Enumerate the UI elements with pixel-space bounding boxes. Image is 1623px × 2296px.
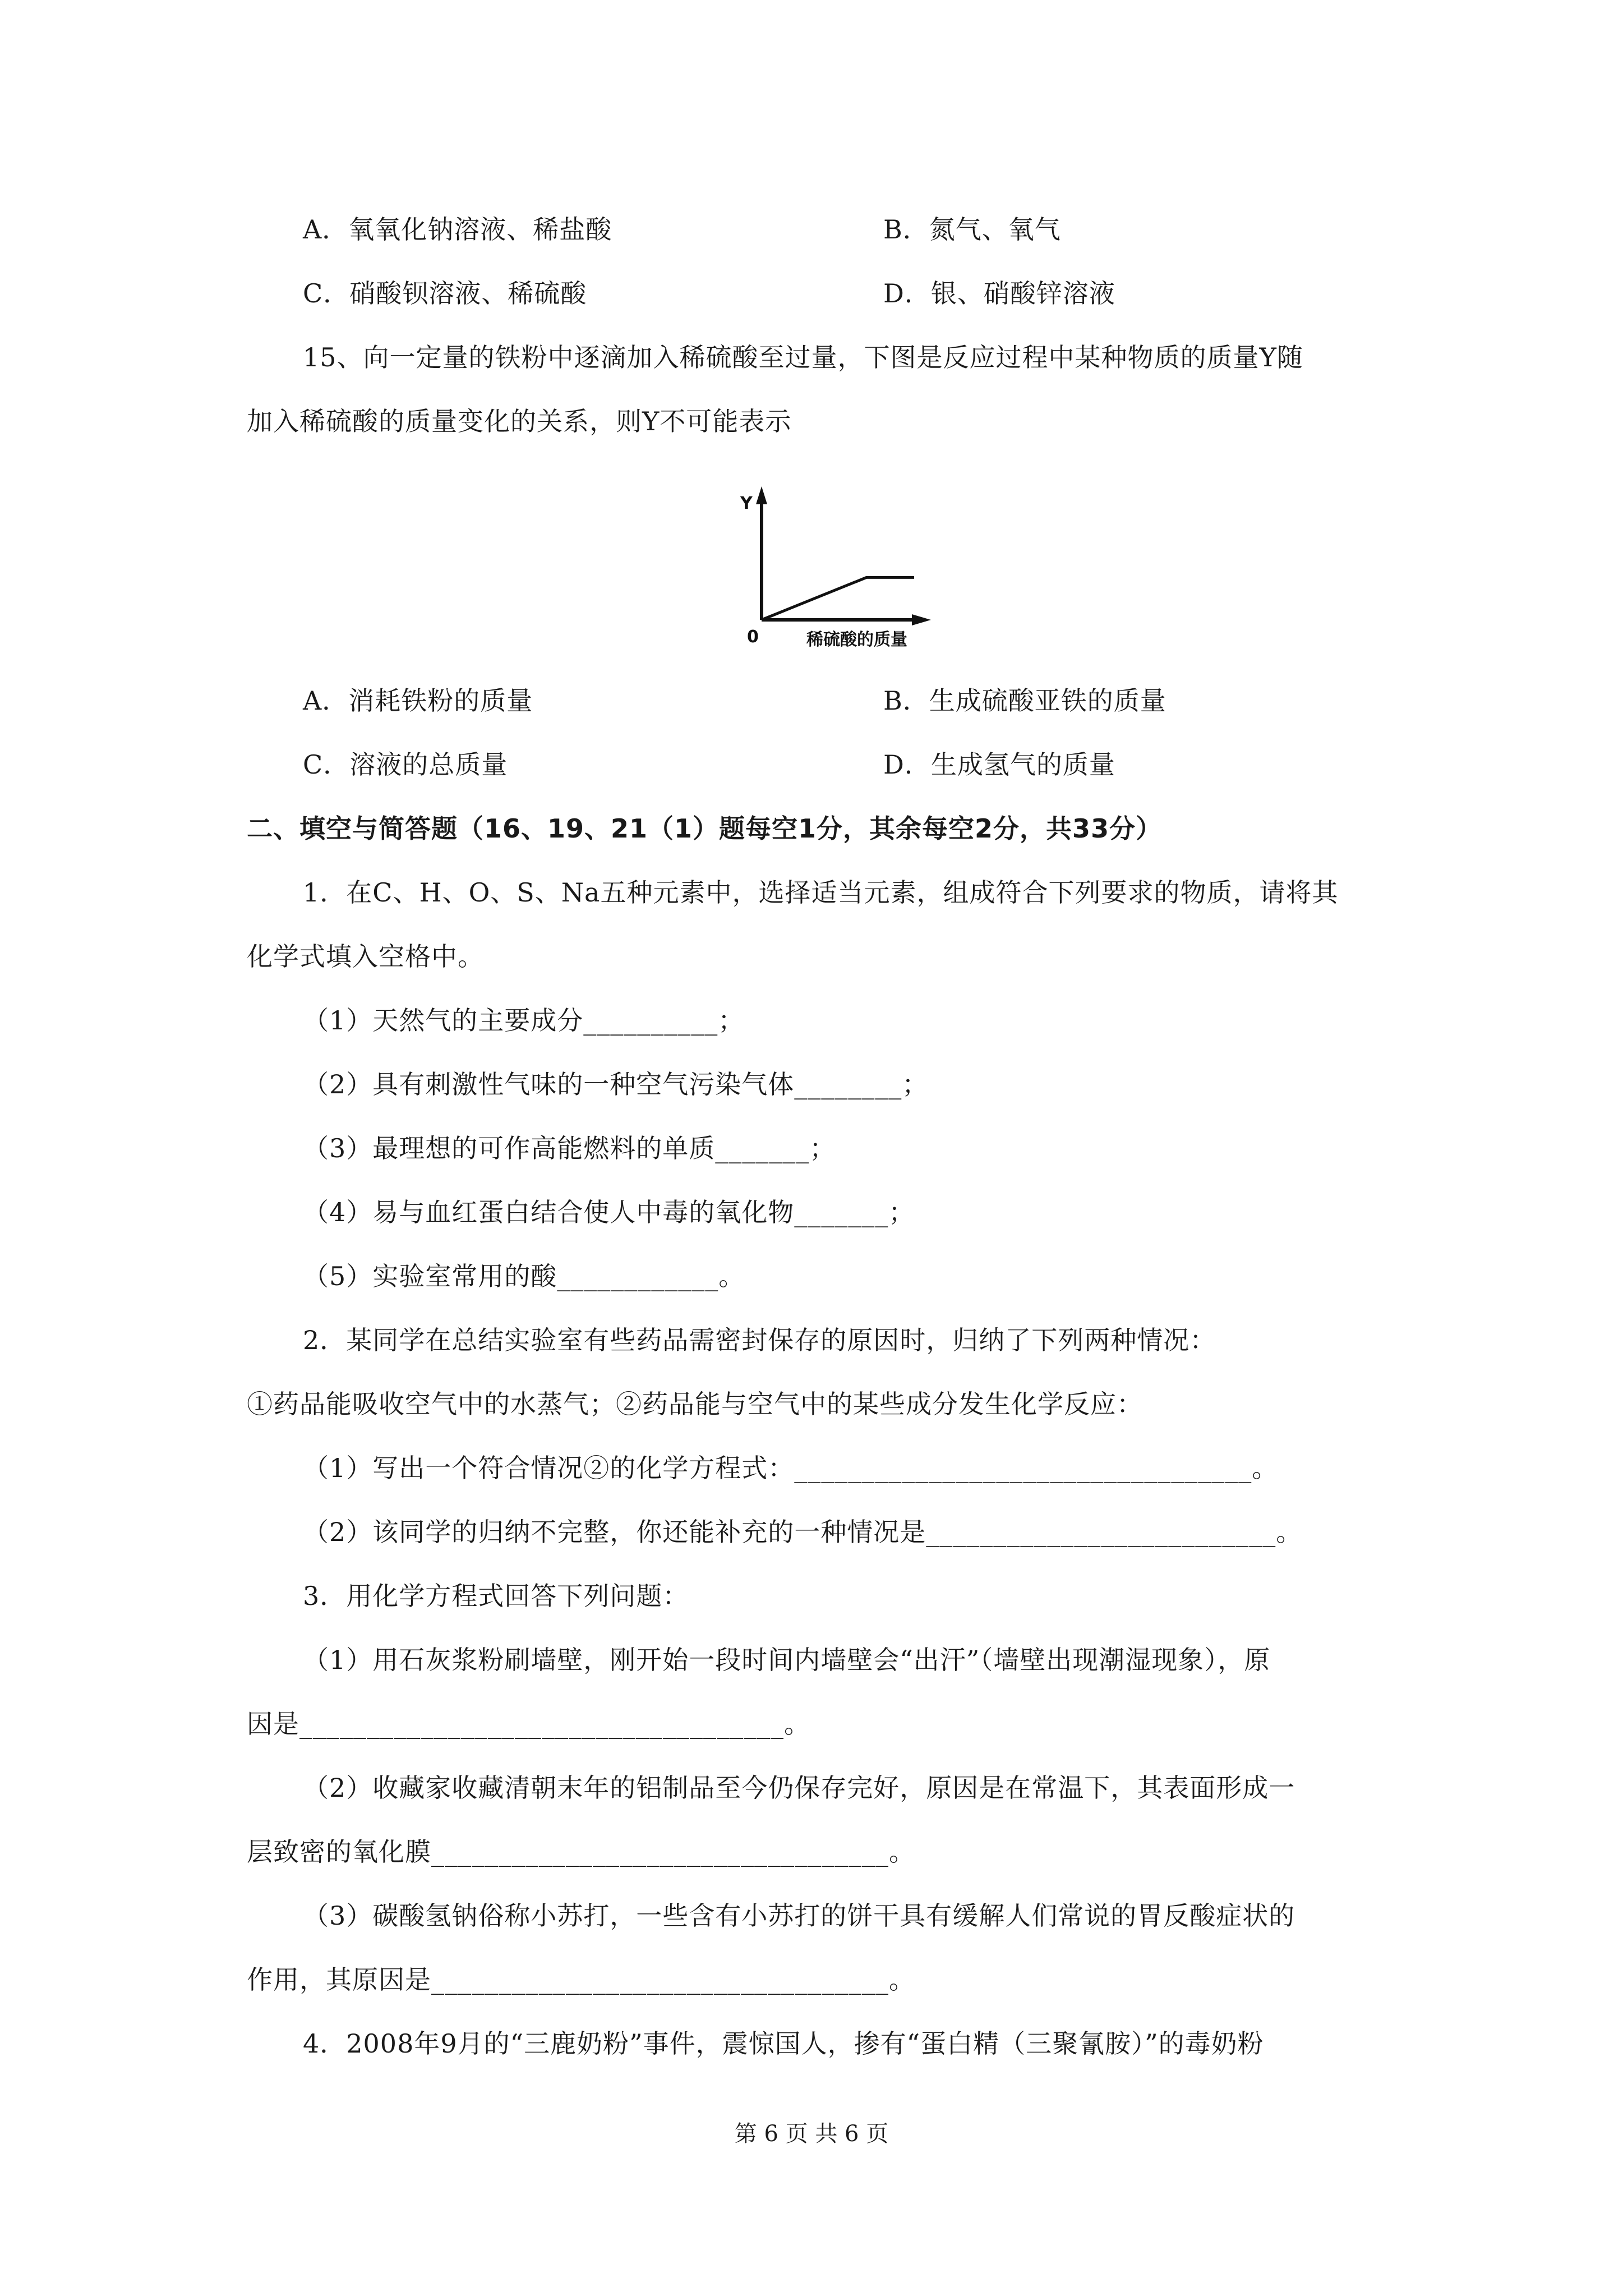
x-axis-label: 稀硫酸的质量 xyxy=(806,630,907,650)
q2-cases: ①药品能吸收空气中的水蒸气；②药品能与空气中的某些成分发生化学反应： xyxy=(247,1389,1143,1419)
q2-stem: 2．某同学在总结实验室有些药品需密封保存的原因时，归纳了下列两种情况： xyxy=(303,1325,1216,1355)
series-line xyxy=(762,577,914,620)
q15-option-b: B．生成硫酸亚铁的质量 xyxy=(883,685,1166,716)
q1-item-1: （1）天然气的主要成分__________； xyxy=(303,1005,745,1036)
q1-item-2: （2）具有刺激性气味的一种空气污染气体________； xyxy=(303,1069,929,1099)
y-axis-arrow-icon xyxy=(756,486,767,504)
q4-stem-line1: 4．2008年9月的“三鹿奶粉”事件，震惊国人，掺有“蛋白精（三聚氰胺）”的毒奶粉 xyxy=(303,2028,1264,2059)
q3-item2-line2: 层致密的氧化膜__________________________________。 xyxy=(247,1837,915,1867)
q3-item3-line1: （3）碳酸氢钠俗称小苏打，一些含有小苏打的饼干具有缓解人们常说的胃反酸症状的 xyxy=(303,1901,1295,1931)
q3-stem: 3．用化学方程式回答下列问题： xyxy=(303,1581,689,1611)
q1-stem-line1: 1．在C、H、O、S、Na五种元素中，选择适当元素，组成符合下列要求的物质，请将其 xyxy=(303,877,1339,908)
q2-item-2: （2）该同学的归纳不完整，你还能补充的一种情况是__________________________。 xyxy=(303,1517,1303,1547)
q1-item-5: （5）实验室常用的酸____________。 xyxy=(303,1261,745,1291)
q15-option-c: C．溶液的总质量 xyxy=(303,749,508,780)
q15-figure xyxy=(740,480,993,654)
q14-option-d: D．银、硝酸锌溶液 xyxy=(883,278,1115,309)
q1-stem-line2: 化学式填入空格中。 xyxy=(247,941,484,972)
q3-item1-line1: （1）用石灰浆粉刷墙壁，刚开始一段时间内墙壁会“出汗”（墙壁出现潮湿现象），原 xyxy=(303,1645,1271,1675)
q3-item1-line2: 因是____________________________________。 xyxy=(247,1709,810,1739)
origin-label: 0 xyxy=(747,627,759,647)
y-axis-label: Y xyxy=(740,494,753,513)
q3-item2-line1: （2）收藏家收藏清朝末年的铝制品至今仍保存完好，原因是在常温下，其表面形成一 xyxy=(303,1773,1295,1803)
q3-item3-line2: 作用，其原因是__________________________________。 xyxy=(247,1964,915,1995)
q15-option-a: A．消耗铁粉的质量 xyxy=(303,685,533,716)
q1-item-4: （4）易与血红蛋白结合使人中毒的氧化物_______； xyxy=(303,1197,915,1227)
q1-item-3: （3）最理想的可作高能燃料的单质_______； xyxy=(303,1133,836,1163)
section2-heading: 二、填空与简答题（16、19、21（1）题每空1分，其余每空2分，共33分） xyxy=(247,813,1163,844)
x-axis-arrow-icon xyxy=(912,614,931,625)
q15-stem-line2: 加入稀硫酸的质量变化的关系，则Y不可能表示 xyxy=(247,406,792,436)
q2-item-1: （1）写出一个符合情况②的化学方程式：__________________________________。 xyxy=(303,1453,1279,1483)
page-footer: 第 6 页 共 6 页 xyxy=(734,2121,889,2147)
q14-option-b: B．氮气、氧气 xyxy=(883,214,1061,245)
q15-stem-line1: 15、向一定量的铁粉中逐滴加入稀硫酸至过量，下图是反应过程中某种物质的质量Y随 xyxy=(303,342,1303,372)
q14-option-c: C．硝酸钡溶液、稀硫酸 xyxy=(303,278,587,309)
q14-option-a: A．氧氧化钠溶液、稀盐酸 xyxy=(303,214,612,245)
q15-option-d: D．生成氢气的质量 xyxy=(883,749,1115,780)
